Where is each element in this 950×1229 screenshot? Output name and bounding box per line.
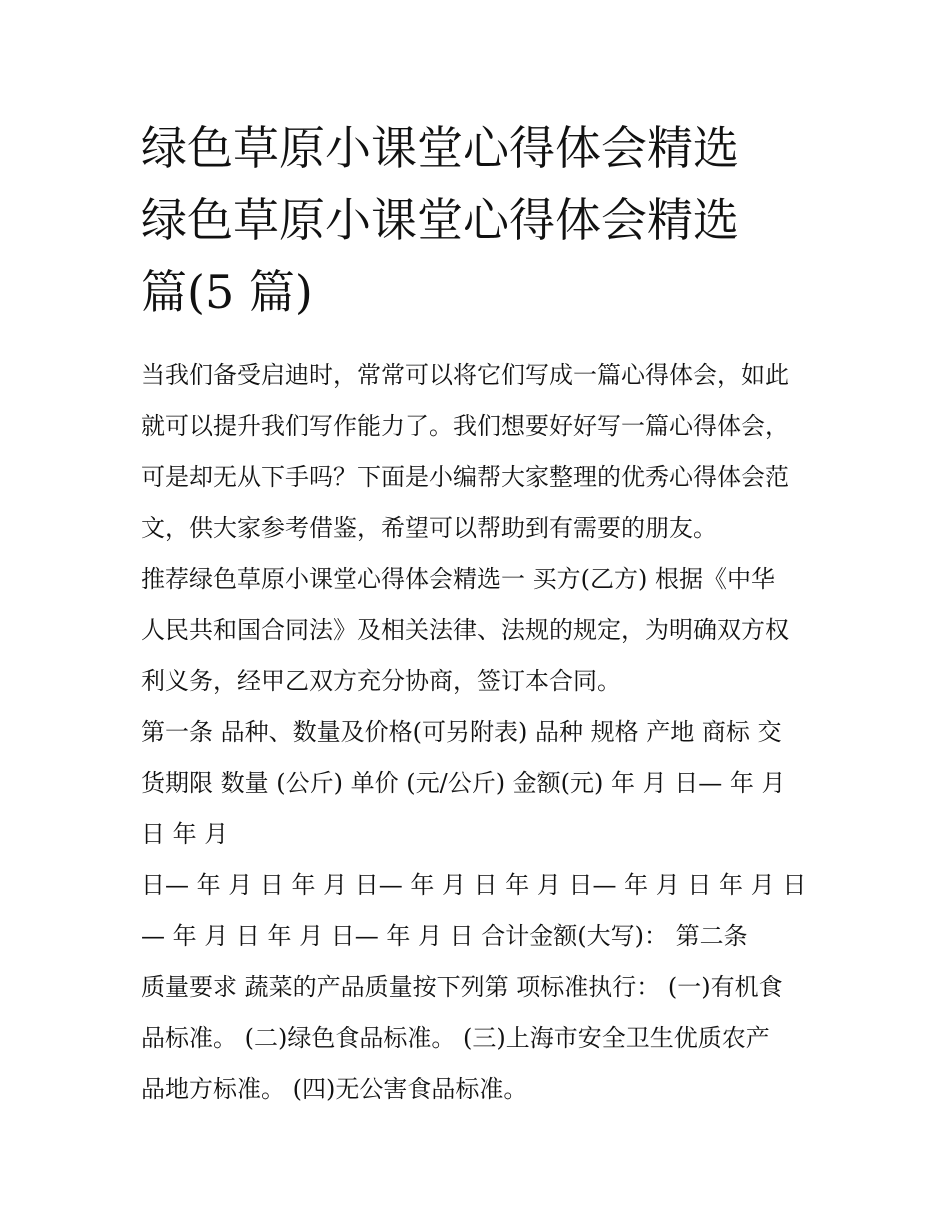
body-line-13: 质量要求 蔬菜的产品质量按下列第 项标准执行： (一)有机食 — [141, 973, 783, 1001]
document-title — [141, 112, 821, 328]
body-line-7: 利义务，经甲乙双方充分协商，签订本合同。 — [141, 667, 621, 695]
body-line-9: 货期限 数量 (公斤) 单价 (元/公斤) 金额(元) 年 月 日— 年 月 — [141, 769, 786, 797]
body-line-2: 就可以提升我们写作能力了。我们想要好好写一篇心得体会， — [141, 412, 789, 440]
title-line-2: 绿色草原小课堂心得体会精选 — [141, 193, 739, 247]
title-line-1: 绿色草原小课堂心得体会精选 — [141, 121, 739, 175]
body-line-1: 当我们备受启迪时，常常可以将它们写成一篇心得体会，如此 — [141, 361, 789, 389]
body-line-4: 文，供大家参考借鉴，希望可以帮助到有需要的朋友。 — [141, 514, 717, 542]
document-content — [141, 112, 821, 1115]
body-line-15: 品地方标准。 (四)无公害食品标准。 — [141, 1075, 528, 1103]
body-line-14: 品标准。 (二)绿色食品标准。 (三)上海市安全卫生优质农产 — [141, 1024, 770, 1052]
document-body — [141, 350, 821, 1115]
body-line-5: 推荐绿色草原小课堂心得体会精选一 买方(乙方) 根据《中华 — [141, 565, 775, 593]
body-line-6: 人民共和国合同法》及相关法律、法规的规定，为明确双方权 — [141, 616, 789, 644]
body-line-10: 日 年 月 — [141, 820, 229, 848]
body-line-12: — 年 月 日 年 月 日— 年 月 日 合计金额(大写)： 第二条 — [141, 922, 748, 950]
title-line-3: 篇(5 篇) — [141, 265, 313, 319]
body-line-11: 日— 年 月 日 年 月 日— 年 月 日 年 月 日— 年 月 日 年 月 日 — [141, 871, 807, 899]
body-line-8: 第一条 品种、数量及价格(可另附表) 品种 规格 产地 商标 交 — [141, 718, 782, 746]
body-line-3: 可是却无从下手吗？下面是小编帮大家整理的优秀心得体会范 — [141, 463, 789, 491]
